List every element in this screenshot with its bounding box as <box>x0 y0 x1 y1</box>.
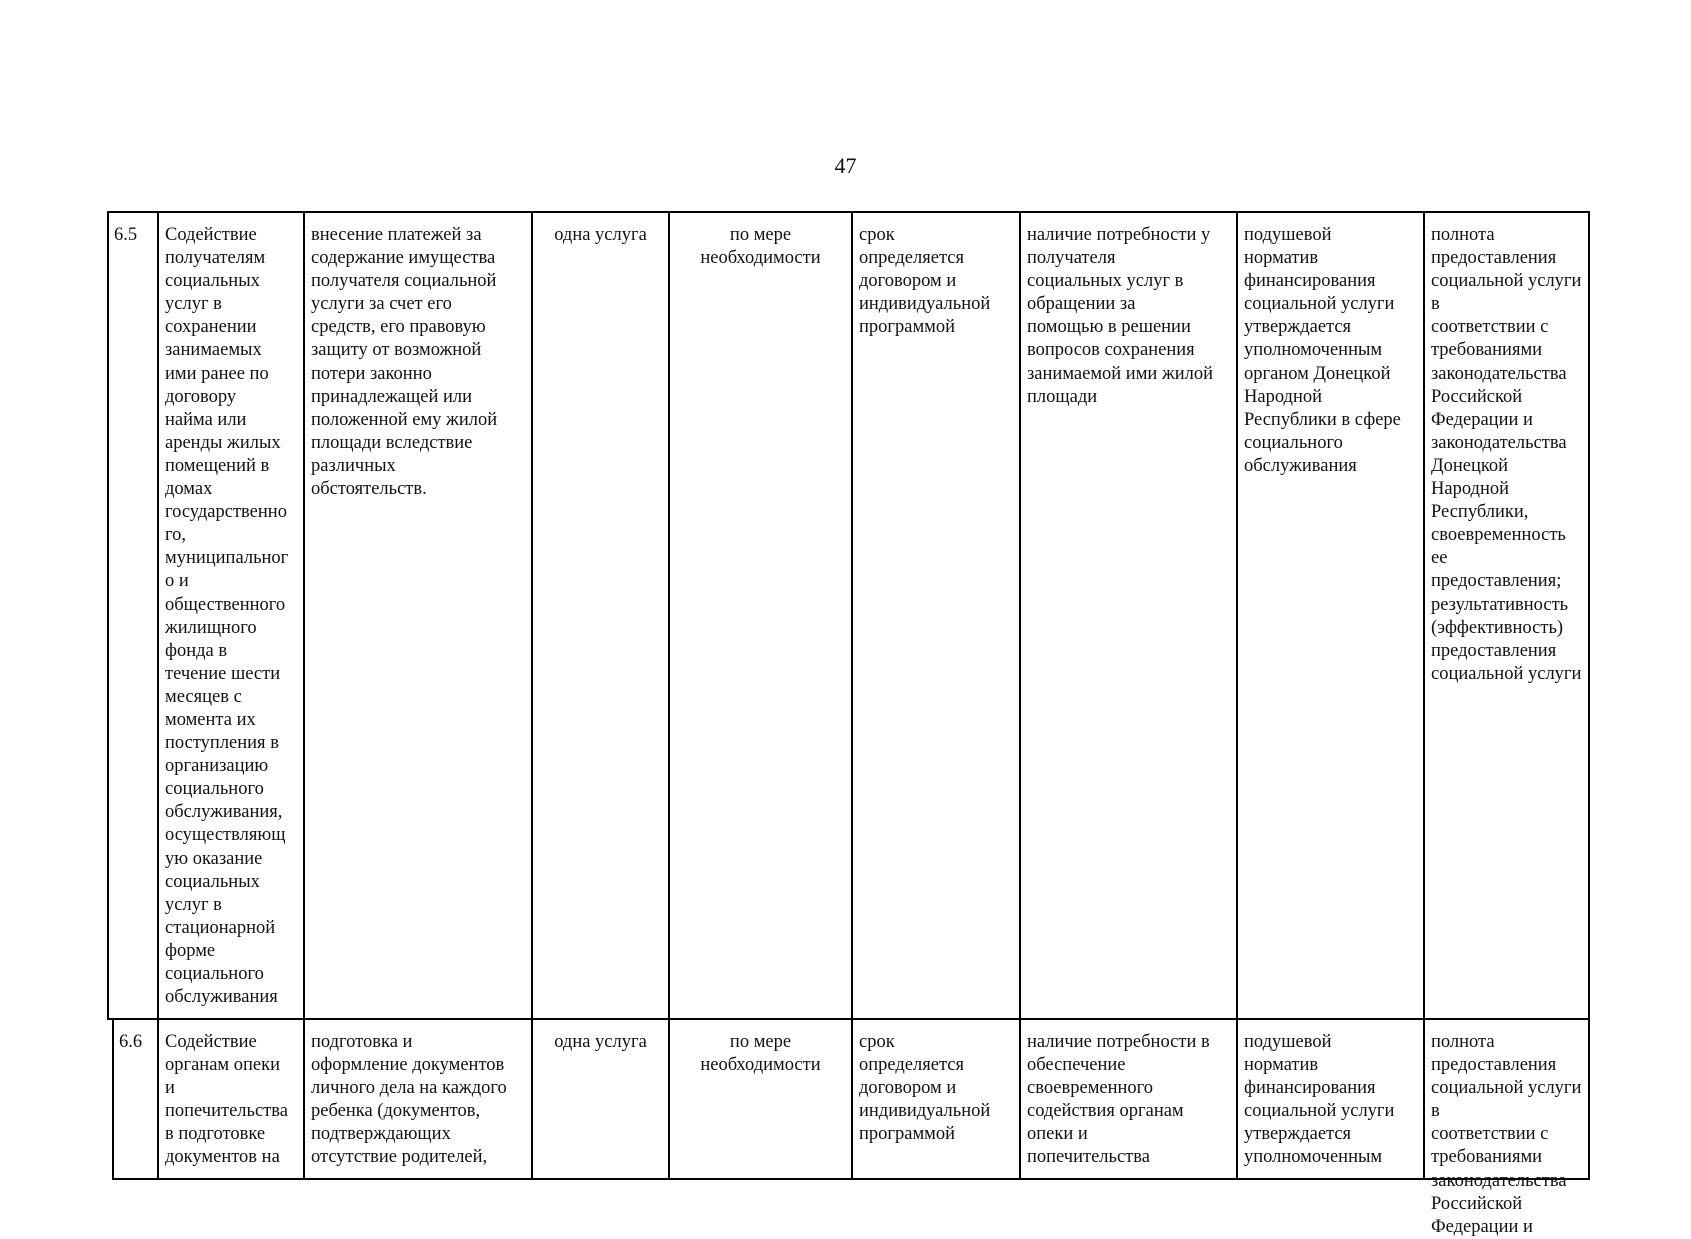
service-description: внесение платежей за содержание имущества получателя социальной услуги за счет его средств, его правовую защиту от возможной потери законно принадлежащей или положенной ему жилой площади вследствие различных обстоятельств. <box>311 225 498 500</box>
service-term: срок определяется договором и индивидуальной программой <box>859 225 991 338</box>
service-funding: подушевой норматив финансирования социальной услуги утверждается уполномоченным органом Донецкой Народной Республики в сфере социального обслуживания <box>1244 225 1401 476</box>
service-quality: полнота предоставления социальной услуги в соответствии с требованиями законодательства Российской Федерации и законодательства Донецкой Народной Республики, своевременность ее предоставления; результативность (эффективность) предоставления социальной услуги <box>1431 225 1582 684</box>
row-number: 6.5 <box>114 225 138 245</box>
service-condition: наличие потребности в обеспечение своевременного содействия органам опеки и попечительства <box>1027 1032 1210 1168</box>
service-frequency: по мере необходимости <box>700 1032 821 1076</box>
service-volume: одна услуга <box>554 1032 647 1052</box>
service-volume: одна услуга <box>554 225 647 245</box>
page-number: 47 <box>834 153 857 178</box>
table-right-border <box>1588 211 1590 1180</box>
service-frequency: по мере необходимости <box>700 225 821 269</box>
service-funding: подушевой норматив финансирования социальной услуги утверждается уполномоченным <box>1244 1032 1395 1168</box>
service-name: Содействие получателям социальных услуг в сохранении занимаемых ими ранее по договору найма или аренды жилых помещений в домах государственно го, муниципальног о и общественного жилищного фонда в течение шести месяцев с момента их поступления в организацию социального обслуживания, осуществляющ ую оказание социальных услуг в стационарной форме социального обслуживания <box>165 225 289 1008</box>
row-number: 6.6 <box>119 1032 143 1052</box>
service-condition: наличие потребности у получателя социальных услуг в обращении за помощью в решении вопросов сохранения занимаемой ими жилой площади <box>1027 225 1214 407</box>
service-quality: полнота предоставления социальной услуги в соответствии с требованиями законодательства Российской Федерации и <box>1431 1032 1582 1237</box>
service-name: Содействие органам опеки и попечительства в подготовке документов на <box>165 1032 288 1168</box>
service-term: срок определяется договором и индивидуальной программой <box>859 1032 991 1145</box>
service-description: подготовка и оформление документов личного дела на каждого ребенка (документов, подтверждающих отсутствие родителей, <box>311 1032 507 1168</box>
